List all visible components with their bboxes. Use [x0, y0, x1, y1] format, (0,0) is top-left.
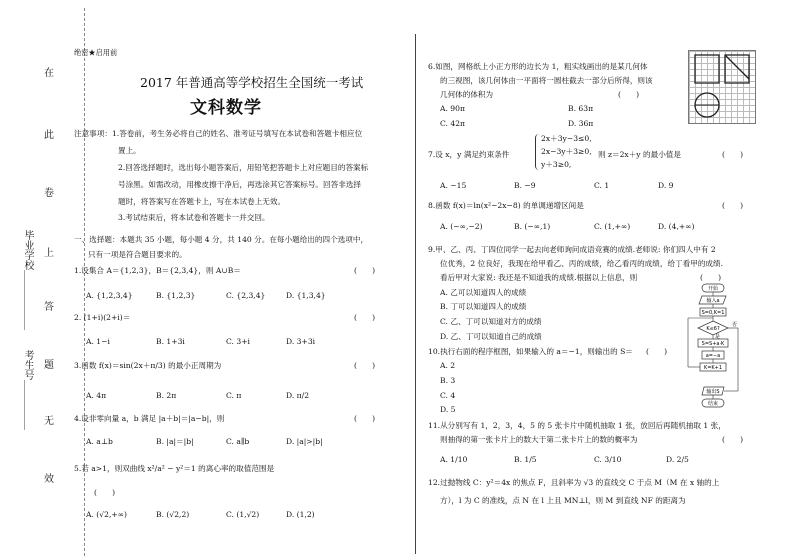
binding-margin — [38, 44, 66, 544]
option: B. 1+3i — [156, 337, 185, 346]
answer-paren: ( ) — [700, 273, 722, 282]
option: D. 乙、丁可以知道自己的成绩 — [440, 332, 542, 341]
notes-line: 2.回答选择题时，选出每小题答案后，用铅笔把答题卡上对应题目的答案标 — [118, 163, 369, 172]
binding-char: 此 — [44, 130, 54, 141]
option: A. a⊥b — [86, 437, 113, 446]
flow-output: 输出S — [706, 389, 720, 395]
option: C. 3/10 — [594, 455, 622, 464]
binding-char: 答 — [44, 302, 54, 313]
flow-a-update: a=−a — [705, 353, 721, 359]
option: D. 36π — [568, 119, 594, 128]
binding-char: 上 — [44, 248, 54, 259]
option: A. −15 — [440, 181, 467, 190]
option: A. (−∞,−2) — [440, 222, 483, 231]
question-4-stem: 4.设非零向量 a，b 满足 |a＋b|＝|a−b|，则 — [74, 414, 225, 423]
question-8-stem: 8.函数 f(x)＝ln(x²−2x−8) 的单调递增区间是 — [428, 201, 584, 210]
question-7-stem: 7.设 x，y 满足约束条件 — [428, 150, 510, 159]
answer-paren: ( ) — [354, 313, 376, 322]
option: B. (√2,2) — [156, 510, 190, 519]
question-9-line: 看后甲对大家说: 我还是不知道我的成绩.根据以上信息，则 — [440, 273, 638, 282]
program-flowchart — [680, 283, 754, 411]
answer-paren: ( ) — [618, 90, 640, 99]
option: D. 3+3i — [286, 337, 316, 346]
answer-paren: ( ) — [354, 414, 376, 423]
notes-line: 3.考试结束后，将本试卷和答题卡一并交回。 — [118, 213, 270, 222]
flow-end: 结束 — [707, 401, 719, 407]
option: C. π — [226, 391, 242, 400]
school-field: 毕业学校＿＿＿＿＿＿ — [22, 230, 33, 330]
option: C. a∥b — [226, 437, 250, 446]
binding-char: 无 — [44, 416, 54, 427]
flow-no-label: 否 — [732, 322, 738, 328]
option: A. 2 — [440, 361, 456, 370]
option: B. 2π — [156, 391, 177, 400]
flow-init: S=0,K=1 — [701, 310, 725, 316]
option: A. 1−i — [86, 337, 110, 346]
option: B. 1/5 — [514, 455, 537, 464]
option: C. {2,3,4} — [226, 291, 266, 300]
option: C. 3+i — [226, 337, 250, 346]
option: C. (1,√2) — [226, 510, 260, 519]
section-heading: 一、选择题：本题共 35 小题，每小题 4 分，共 140 分。在每小题给出的四个选项中， — [74, 235, 369, 244]
question-12-line: 12.过抛物线 C：y²＝4x 的焦点 F，且斜率为 √3 的直线交 C 于点 M（M 在 x 轴的上 — [428, 478, 720, 487]
option: B. −9 — [514, 181, 536, 190]
option: D. |a|>|b| — [286, 437, 323, 446]
question-6-line: 几何体的体积为 — [440, 90, 494, 99]
notes-line: 注意事项：1.答卷前，考生务必将自己的姓名、准考证号填写在本试卷和答题卡相应位 — [74, 129, 363, 138]
question-1-stem: 1.设集合 A＝{1,2,3}，B＝{2,3,4}，则 A∪B＝ — [74, 266, 241, 275]
option: C. 乙、丁可以知道对方的成绩 — [440, 317, 542, 326]
option: D. 5 — [440, 405, 456, 414]
answer-paren: ( ) — [94, 488, 116, 497]
question-6-line: 的三视图，该几何体由一平面将一圆柱截去一部分后所得，则该 — [440, 76, 653, 85]
question-9-line: 位优秀，2 位良好，我现在给甲看乙、丙的成绩，给乙看丙的成绩，给丁看甲的成绩. — [440, 259, 724, 268]
option: C. (1,+∞) — [594, 222, 631, 231]
option: D. 2/5 — [666, 455, 689, 464]
flow-yes-label: 是 — [715, 334, 721, 340]
constraint: 2x−3y＋3≥0, — [541, 147, 592, 156]
section-heading: 只有一项是符合题目要求的。 — [88, 250, 187, 259]
brace — [535, 134, 540, 170]
option: D. (4,+∞) — [658, 222, 695, 231]
option: D. 9 — [658, 181, 674, 190]
option: B. |a|＝|b| — [156, 437, 194, 446]
answer-paren: ( ) — [722, 150, 744, 159]
answer-paren: ( ) — [722, 201, 744, 210]
option: A. 乙可以知道四人的成绩 — [440, 288, 527, 297]
question-10-stem: 10.执行右面的程序框图，如果输入的 a＝−1，则输出的 S＝ — [428, 347, 633, 356]
option: B. 3 — [440, 376, 456, 385]
notes-line: 置上。 — [118, 146, 141, 155]
exam-title: 2017 年普通高等学校招生全国统一考试 — [140, 75, 364, 90]
binding-fold-line — [84, 8, 85, 556]
notes-line: 题时，将答案写在答题卡上，写在本试卷上无效。 — [118, 197, 286, 206]
question-12-line: 方），l 为 C 的准线，点 N 在 l 上且 MN⊥l，则 M 到直线 NF 的距离为 — [440, 496, 686, 505]
column-divider — [415, 34, 416, 554]
flow-s-update: S=S+a·K — [701, 341, 725, 347]
constraint: y＋3≥0, — [541, 160, 572, 169]
option: C. 42π — [440, 119, 466, 128]
answer-paren: ( ) — [646, 347, 668, 356]
answer-paren: ( ) — [354, 361, 376, 370]
option: D. (1,2) — [286, 510, 315, 519]
option: A. 4π — [86, 391, 107, 400]
option: C. 4 — [440, 391, 456, 400]
option: A. {1,2,3,4} — [86, 291, 133, 300]
flow-start: 开始 — [707, 286, 719, 292]
answer-paren: ( ) — [722, 435, 744, 444]
option: B. (−∞,1) — [514, 222, 551, 231]
flow-input: 输入a — [706, 298, 720, 304]
question-6-line: 6.如图，网格纸上小正方形的边长为 1，粗实线画出的是某几何体 — [428, 62, 648, 71]
option: D. π/2 — [286, 391, 310, 400]
option: A. 90π — [440, 104, 465, 113]
option: B. 丁可以知道四人的成绩 — [440, 302, 527, 311]
answer-paren: ( ) — [354, 266, 376, 275]
subject-title: 文科数学 — [190, 98, 262, 118]
question-2-stem: 2. (1+i)(2+i)＝ — [74, 313, 131, 322]
notes-line: 号涂黑。如需改动，用橡皮擦干净后，再选涂其它答案标号。回答非选择 — [118, 180, 361, 189]
question-11-line: 11.从分别写有 1，2，3，4，5 的 5 张卡片中随机抽取 1 张，放回后再随机抽取 1 张， — [428, 421, 726, 430]
option: D. {1,3,4} — [286, 291, 326, 300]
constraint: 2x＋3y−3≤0, — [541, 134, 592, 143]
option: A. (√2,+∞) — [86, 510, 128, 519]
three-view-grid-figure — [688, 50, 756, 124]
flow-condition: K≤6? — [706, 326, 720, 332]
question-3-stem: 3.函数 f(x)＝sin(2x＋π/3) 的最小正周期为 — [74, 361, 222, 370]
question-9-line: 9.甲、乙、丙、丁四位同学一起去向老师询问成语竞赛的成绩.老师说: 你们四人中有 2 — [428, 245, 716, 254]
option: B. 63π — [568, 104, 594, 113]
binding-char: 题 — [44, 360, 54, 371]
question-7-tail: 则 z＝2x＋y 的最小值是 — [598, 150, 681, 159]
student-id-field: 考生号＿＿＿＿＿ — [22, 350, 33, 430]
question-5-stem: 5.若 a>1，则双曲线 x²/a² − y²＝1 的离心率的取值范围是 — [74, 464, 275, 473]
flow-k-update: K=K+1 — [703, 365, 723, 371]
confidential-label: 绝密★启用前 — [74, 48, 118, 57]
binding-char: 效 — [44, 474, 54, 485]
question-11-line: 则抽得的第一张卡片上的数大于第二张卡片上的数的概率为 — [440, 435, 638, 444]
binding-char: 卷 — [44, 188, 54, 199]
binding-char: 在 — [44, 68, 54, 79]
option: A. 1/10 — [440, 455, 468, 464]
option: B. {1,2,3} — [156, 291, 196, 300]
option: C. 1 — [594, 181, 610, 190]
